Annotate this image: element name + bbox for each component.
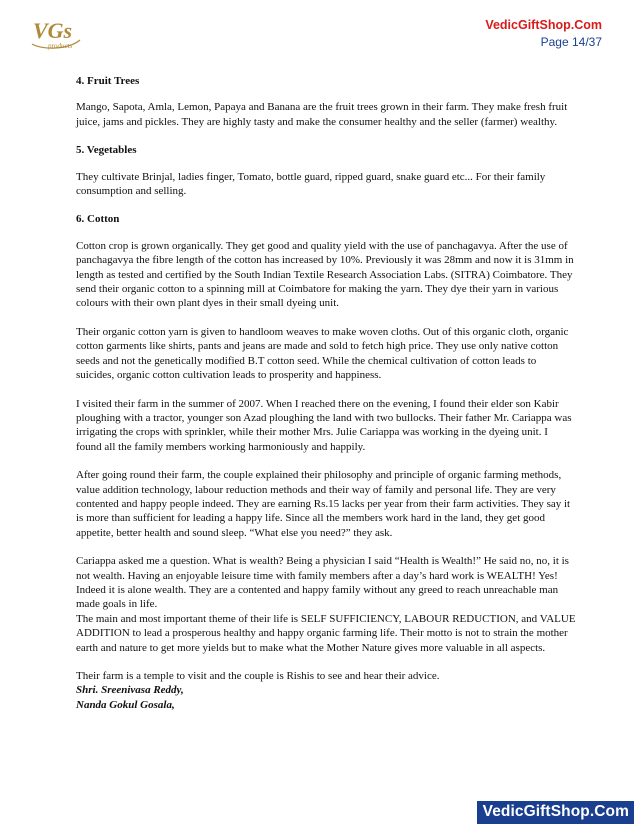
cotton-paragraph-7: Their farm is a temple to visit and the couple is Rishis to see and hear their advice. bbox=[76, 670, 440, 682]
signature-organization: Nanda Gokul Gosala, bbox=[76, 698, 175, 711]
vegetables-heading: 5. Vegetables bbox=[76, 144, 137, 157]
fruit-trees-paragraph: Mango, Sapota, Amla, Lemon, Papaya and Banana are the fruit trees grown in their farm. They make fresh fruit juice, jams and pickles. They are highly tasty and make the consumer healthy and the seller (farmer) wealthy. bbox=[76, 101, 568, 128]
vgs-logo bbox=[28, 14, 84, 54]
cotton-paragraph-4: After going round their farm, the couple explained their philosophy and principle of organic farming methods, value addition technology, labour reduction methods and their way of family and personal life. They are very contented and happy people indeed. They are earning Rs.15 lacks per year from their farm activities. They say it is more than sufficient for leading a happy life. Since all the members work hard in the land, they get good appetite, better health and sound sleep. “What else you need?” they ask. bbox=[76, 469, 571, 539]
document-body bbox=[76, 74, 576, 712]
fruit-trees-heading: 4. Fruit Trees bbox=[76, 75, 140, 87]
logo-subtext: products bbox=[48, 42, 73, 50]
cotton-paragraph-6: The main and most important theme of their life is SELF SUFFICIENCY, LABOUR REDUCTION, and VALUE ADDITION to lead a prosperous healthy and happy organic farming life. Their motto is not to strain the mother earth and nature to get more yields but to make what the Mother Nature gives more valuable in all aspects. bbox=[76, 612, 576, 654]
page-number: Page 14/37 bbox=[540, 35, 602, 49]
cotton-paragraph-3: I visited their farm in the summer of 2007. When I reached there on the evening, I found their elder son Kabir ploughing with a tractor, younger son Azad ploughing the land with two bullocks. Their father Mr. Cariappa was irrigating the crops with sprinkler, while their mother Mrs. Julie Cariappa was working in the dyeing unit. I found all the family members working harmoniously and happily. bbox=[76, 397, 572, 453]
site-link[interactable]: VedicGiftShop.Com bbox=[485, 18, 602, 32]
cotton-paragraph-5: Cariappa asked me a question. What is wealth? Being a physician I said “Health is Wealth!” He said no, no, it is not wealth. Having an enjoyable leisure time with family members after a day’s hard work is WEALTH! Yes! Indeed it is alone wealth. They are a contented and happy family without any greed to reach unreachable man made goals in life. bbox=[76, 555, 569, 611]
footer-site-banner[interactable]: VedicGiftShop.Com bbox=[477, 801, 634, 824]
cotton-paragraph-2: Their organic cotton yarn is given to handloom weaves to make woven cloths. Out of this organic cloth, organic cotton garments like shirts, pants and jeans are made and sold to fetch high price. They use only native cotton seeds and not the genetically modified B.T cotton seed. While the chemical cultivation of cotton leads to suicides, organic cotton cultivation leads to prosperity and happiness. bbox=[76, 325, 569, 382]
signature-name: Shri. Sreenivasa Reddy, bbox=[76, 684, 184, 697]
cotton-paragraph-1: Cotton crop is grown organically. They get good and quality yield with the use of panchagavya. After the use of panchagavya the fibre length of the cotton has increased by 10%. Previously it was 28mm and now it is 31mm in length as tested and certified by the South Indian Textile Research Association Labs. (SITRA) Coimbatore. They send their organic cotton to a spinning mill at Coimbatore for making the yarn. They dye their yarn in various colours with their own plant dyes in their small dyeing unit. bbox=[76, 239, 574, 310]
logo-text: VGs bbox=[33, 18, 73, 43]
cotton-heading: 6. Cotton bbox=[76, 213, 120, 226]
vegetables-paragraph: They cultivate Brinjal, ladies finger, Tomato, bottle guard, ripped guard, snake guard etc... For their family consumption and selling. bbox=[76, 170, 546, 198]
